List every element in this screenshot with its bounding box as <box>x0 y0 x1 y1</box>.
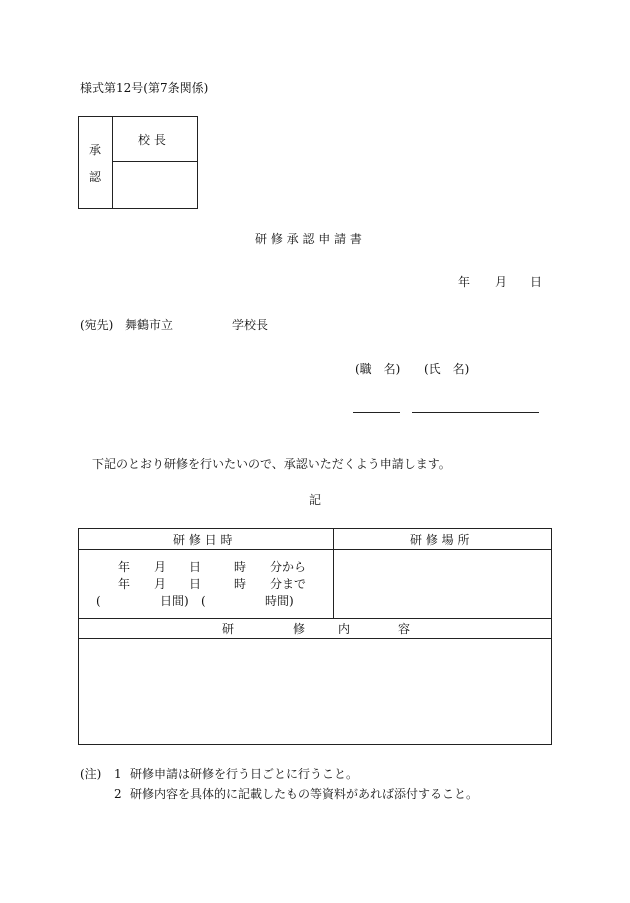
date-day: 日 <box>530 275 543 289</box>
date-month: 月 <box>495 275 508 289</box>
name-field[interactable] <box>412 412 539 413</box>
row1-day: 日 <box>189 560 202 574</box>
name-label: (氏 名) <box>424 362 470 376</box>
content-header-4: 容 <box>398 622 411 636</box>
row3-hours: 時間) <box>265 594 294 608</box>
date-year: 年 <box>458 275 471 289</box>
note-1-number: 1 <box>114 767 122 781</box>
row2-day: 日 <box>189 577 202 591</box>
row2-month: 月 <box>154 577 167 591</box>
addressee-prefix: (宛先) <box>80 318 114 332</box>
row2-hour: 時 <box>234 577 247 591</box>
training-content-field[interactable] <box>79 639 551 744</box>
row1-year: 年 <box>118 560 131 574</box>
row3-open-days: ( <box>96 594 101 608</box>
row2-year: 年 <box>118 577 131 591</box>
notes-label: (注) <box>80 767 102 781</box>
form-number: 様式第12号(第7条関係) <box>80 81 209 95</box>
row1-minute: 分から <box>270 560 307 574</box>
training-place-field[interactable] <box>334 550 551 617</box>
row1-hour: 時 <box>234 560 247 574</box>
position-field[interactable] <box>353 412 400 413</box>
content-header-1: 研 <box>222 622 235 636</box>
ki-label: 記 <box>309 493 322 507</box>
header-datetime: 研 修 日 時 <box>173 533 233 547</box>
row2-minute: 分まで <box>270 577 307 591</box>
note-1-text: 研修申請は研修を行う日ごとに行うこと。 <box>130 767 359 781</box>
content-header-2: 修 <box>293 622 306 636</box>
note-2-text: 研修内容を具体的に記載したもの等資料があれば添付すること。 <box>130 787 479 801</box>
addressee-city: 舞鶴市立 <box>125 318 174 332</box>
position-label: (職 名) <box>355 362 401 376</box>
addressee-suffix: 学校長 <box>232 318 269 332</box>
document-title: 研 修 承 認 申 請 書 <box>255 232 362 246</box>
principal-stamp-area[interactable] <box>113 162 197 208</box>
note-2-number: 2 <box>114 787 122 801</box>
content-header-3: 内 <box>338 622 351 636</box>
table-mid-line <box>78 618 552 619</box>
approval-label-2: 認 <box>89 170 102 184</box>
row1-month: 月 <box>154 560 167 574</box>
principal-label: 校 長 <box>138 133 166 147</box>
row3-days: 日間) <box>160 594 189 608</box>
approval-label-1: 承 <box>89 143 102 157</box>
header-place: 研 修 場 所 <box>410 533 470 547</box>
statement-text: 下記のとおり研修を行いたいので、承認いただくよう申請します。 <box>92 457 451 471</box>
row3-open-hours: ( <box>201 594 206 608</box>
